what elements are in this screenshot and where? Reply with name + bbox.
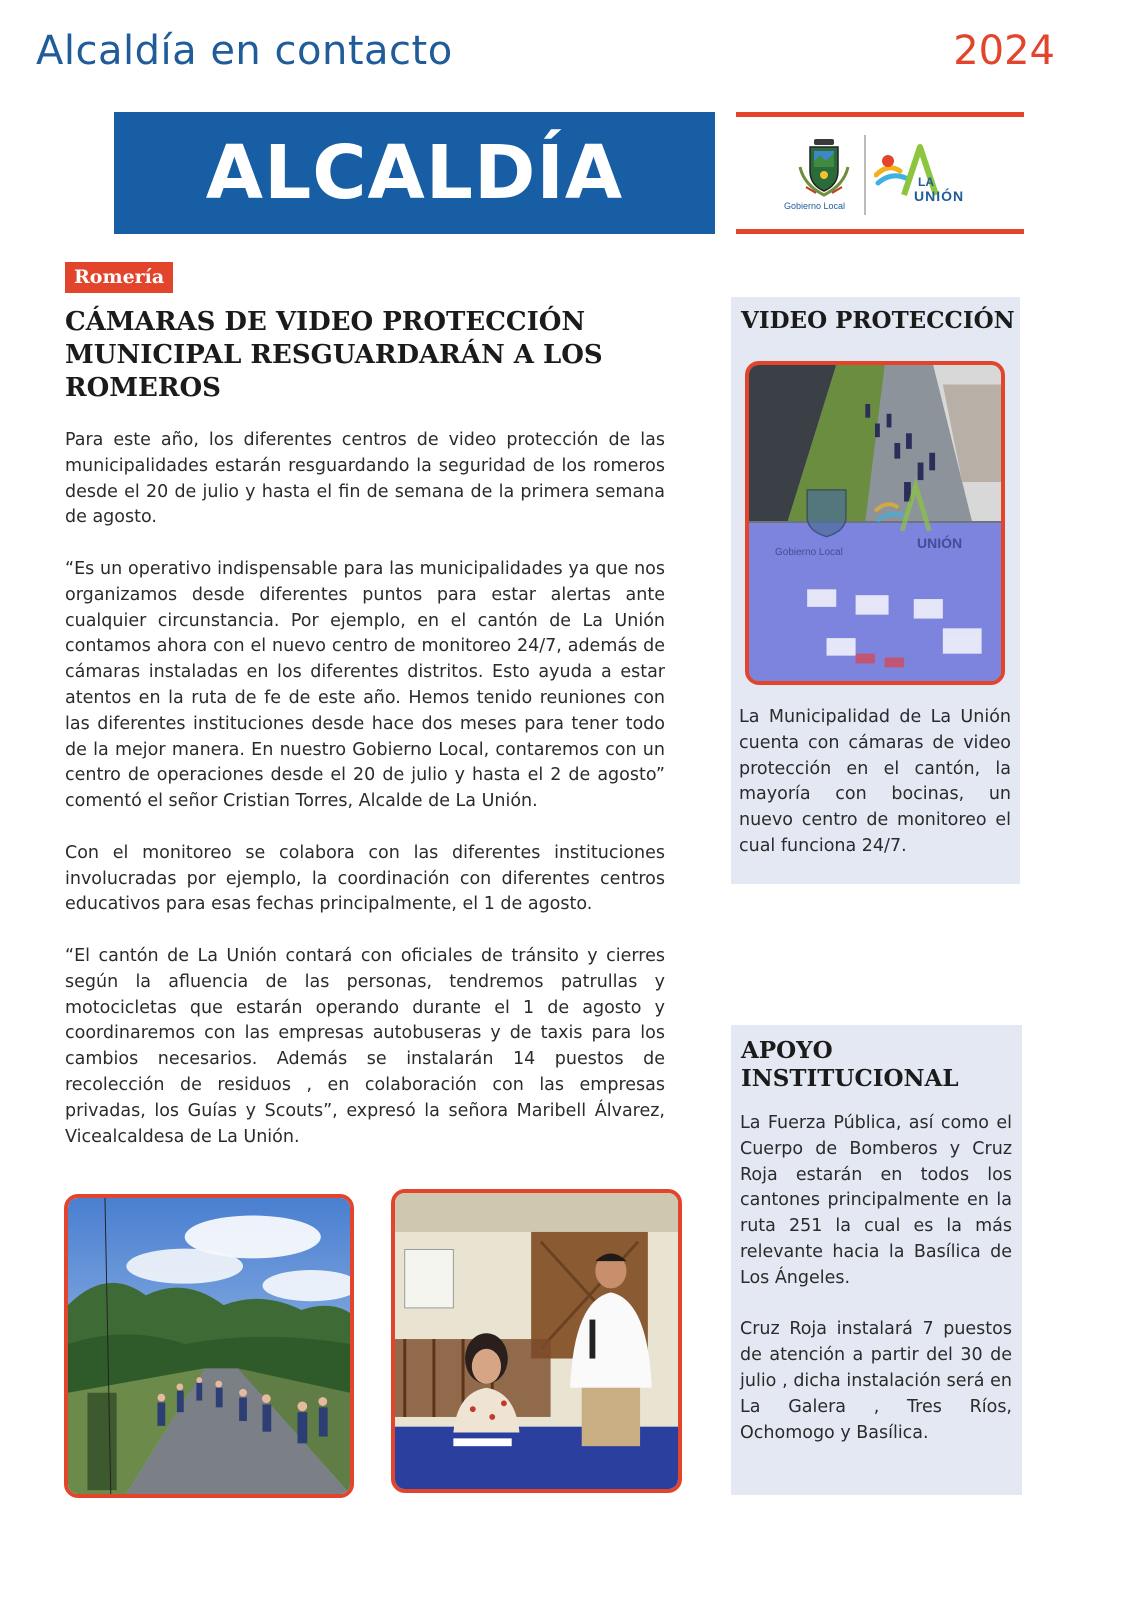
watermark-seal-label: Gobierno Local: [775, 547, 843, 558]
section-banner: [114, 112, 715, 234]
publication-title: Alcaldía en contacto: [36, 28, 453, 74]
press-conference-photo: [391, 1189, 682, 1493]
article-paragraph: “El cantón de La Unión contará con oficiales de tránsito y cierres según la afluencia de las personas, tendremos patrullas y motocicletas que estarán operando durante el 1 de agosto y coordinaremos con las empresas autobuseras y de taxis para los cambios necesarios. Además se instalarán 14 puestos de recolección de residuos , en colaboración con las empresas privadas, los Guías y Scouts”, expresó la señora Maribell Álvarez, Vicealcaldesa de La Unión.: [65, 945, 665, 1147]
brand-la: LA: [918, 175, 934, 189]
article-body: [65, 428, 665, 1176]
brand-union: UNIÓN: [914, 188, 965, 204]
video-protection-text: La Municipalidad de La Unión cuenta con cámaras de video protección en el cantón, la mayoría con bocinas, un nuevo centro de monitoreo el cual funciona 24/7.: [739, 707, 1011, 856]
article-paragraph: “Es un operativo indispensable para las municipalidades ya que nos organizamos desde diferentes puntos para estar alertas ante cualquier circunstancia. Por ejemplo, en el cantón de La Unión contamos ahora con el nuevo centro de monitoreo 24/7, además de cámaras instaladas en los diferentes distritos. Esto ayuda a estar atentos en la ruta de fe de este año. Hemos tenido reuniones con las diferentes instituciones desde hace dos meses para tener todo de la mejor manera. En nuestro Gobierno Local, contaremos con un centro de operaciones desde el 20 de julio y hasta el 2 de agosto” comentó el señor Cristian Torres, Alcalde de La Unión.: [65, 558, 665, 812]
support-paragraph: Cruz Roja instalará 7 puestos de atención a partir del 30 de julio , dicha instalación será en La Galera , Tres Ríos, Ochomogo y Basílica.: [740, 1319, 1012, 1443]
support-paragraph: La Fuerza Pública, así como el Cuerpo de Bomberos y Cruz Roja estarán en todos los cantones principalmente en la ruta 251 la cual es la más relevante hacia la Basílica de Los Ángeles.: [740, 1113, 1012, 1288]
coat-of-arms-icon: [796, 137, 852, 197]
logo-divider: [864, 135, 866, 215]
article-paragraph: Con el monitoreo se colabora con las diferentes instituciones involucradas por ejemplo, la coordinación con diferentes centros educativos para esas fechas principalmente, el 1 de agosto.: [65, 842, 665, 915]
video-protection-sidebar: [731, 297, 1020, 884]
pilgrims-road-photo: [64, 1194, 354, 1498]
institutional-support-title: APOYO INSTITUCIONAL: [741, 1037, 959, 1092]
logo-box: [736, 112, 1024, 234]
institutional-support-text: [740, 1111, 1012, 1472]
surveillance-camera-photo: [745, 361, 1005, 685]
watermark-brand-label: UNIÓN: [917, 535, 963, 551]
banner-title: ALCALDÍA: [205, 130, 624, 216]
publication-year: 2024: [953, 28, 1055, 74]
institutional-support-sidebar: [731, 1025, 1022, 1495]
video-protection-title: VIDEO PROTECCIÓN: [741, 307, 1015, 334]
article-paragraph: Para este año, los diferentes centros de video protección de las municipalidades estarán resguardando la seguridad de los romeros desde el 20 de julio y hasta el fin de semana de la primera semana de agosto.: [65, 430, 665, 528]
seal-label: Gobierno Local: [784, 201, 846, 211]
article-headline: CÁMARAS DE VIDEO PROTECCIÓN MUNICIPAL RESGUARDARÁN A LOS ROMEROS: [65, 307, 603, 403]
category-tag: Romería: [65, 262, 173, 293]
